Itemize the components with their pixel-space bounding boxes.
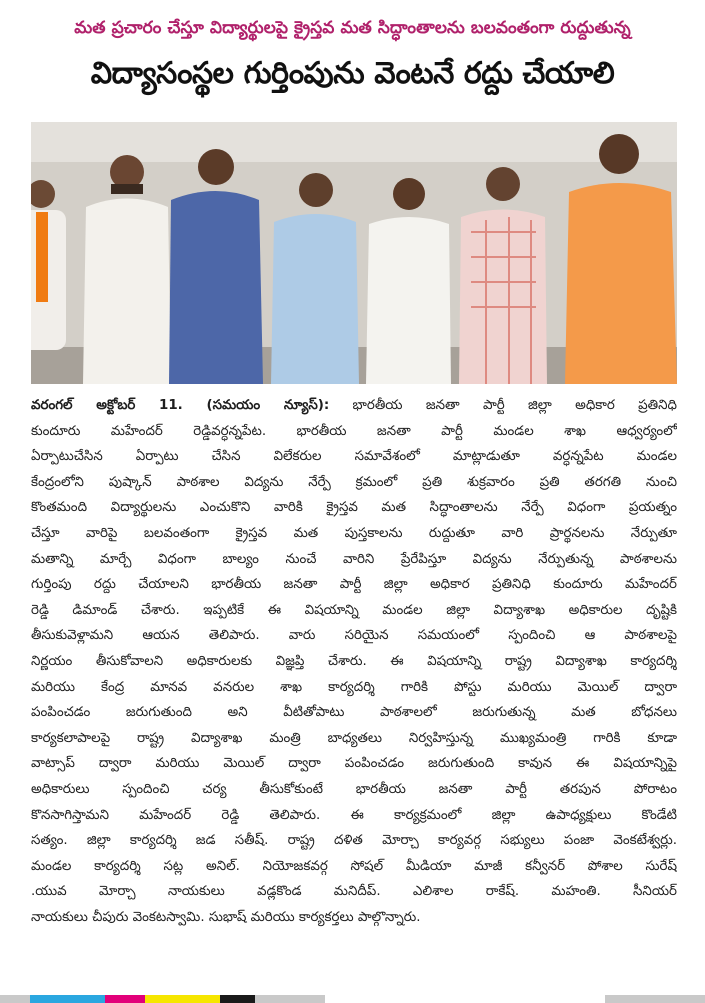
article-line: పంపించడం జరుగుతుంది అని వీటితోపాటు పాఠశాలలో జరుగుతున్న మత బోధనలు: [31, 705, 677, 721]
article-body: [31, 393, 677, 930]
color-swatch: [325, 995, 605, 1003]
color-swatch: [220, 995, 255, 1003]
print-color-bar: [0, 995, 705, 1003]
color-swatch: [605, 995, 705, 1003]
dateline: వరంగల్ అక్టోబర్ 11. (సమయం న్యూస్):: [31, 398, 330, 413]
color-swatch: [0, 995, 30, 1003]
article-line: రెడ్డి డిమాండ్ చేశారు. ఇప్పటికే ఈ విషయాన్ని మండల జిల్లా విద్యాశాఖ అధికారుల దృష్టికి: [31, 602, 677, 618]
headline: విద్యాసంస్థల గుర్తింపును వెంటనే రద్దు చేయాలి: [90, 56, 615, 91]
kicker-subheadline: మత ప్రచారం చేస్తూ విద్యార్థులపై క్రైస్తవ మత సిద్ధాంతాలను బలవంతంగా రుద్దుతున్న: [74, 18, 631, 38]
article-line: [31, 393, 677, 419]
color-swatch: [105, 995, 145, 1003]
article-line: కుందూరు మహేందర్ రెడ్డివర్ధన్నపేట. భారతీయ జనతా పార్టీ మండల శాఖ ఆధ్వర్యంలో: [31, 423, 677, 439]
article-line: కొంతమంది విద్యార్థులను ఎంచుకొని వారికి క్రైస్తవ మత సిద్ధాంతాలను నేర్పే విధంగా ప్రయత్నం: [31, 500, 677, 516]
article-line: నాయకులు చీపురు వెంకటస్వామి. సుభాష్ మరియు కార్యకర్తలు పాల్గొన్నారు.: [31, 909, 421, 925]
article-line: మతాన్ని మార్చే విధంగా బాల్యం నుంచే వారిని ప్రేరేపిస్తూ విద్యను నేర్పుతున్న పాఠశాలను: [31, 551, 677, 567]
article-line: ఏర్పాటుచేసిన ఏర్పాటు చేసిన విలేకరుల సమావేశంలో మాట్లాడుతూ వర్ధన్నపేట మండల: [31, 449, 677, 465]
first-line-text: భారతీయ జనతా పార్టీ జిల్లా అధికార ప్రతినిధి: [329, 398, 677, 413]
article-line: నిర్ణయం తీసుకోవాలని అధికారులకు విజ్ఞప్తి చేశారు. ఈ విషయాన్ని రాష్ట్ర విద్యాశాఖ కార్యదర్శి: [31, 653, 677, 669]
article-line: కేంద్రంలోని పుష్కాన్ పాఠశాల విద్యను నేర్పే క్రమంలో ప్రతి శుక్రవారం ప్రతి తరగతి నుంచి: [31, 474, 677, 490]
article-line: కార్యకలాపాలపై రాష్ట్ర విద్యాశాఖ మంత్రి బాధ్యతలు నిర్వహిస్తున్న ముఖ్యమంత్రి గారికి కూడా: [31, 730, 677, 746]
color-swatch: [255, 995, 325, 1003]
color-swatch: [30, 995, 105, 1003]
article-line: గుర్తింపు రద్దు చేయాలని భారతీయ జనతా పార్టీ జిల్లా అధికార ప్రతినిధి కుందూరు మహేందర్: [31, 577, 677, 593]
article-line: చేస్తూ వారిపై బలవంతంగా క్రైస్తవ మత పుస్తకాలను రుద్దుతూ వారి ప్రార్థనలను నేర్పుతూ: [31, 525, 677, 541]
article-line: వాట్సాప్ ద్వారా మరియు మెయిల్ ద్వారా పంపించడం జరుగుతుంది కావున ఈ విషయాన్నిపై: [31, 756, 677, 772]
article-line: అధికారులు స్పందించి చర్య తీసుకోకుంటే భారతీయ జనతా పార్టీ తరపున పోరాటం: [31, 781, 677, 797]
article-line: సత్యం. జిల్లా కార్యదర్శి జడ సతీష్. రాష్ట్ర దళిత మోర్చా కార్యవర్గ సభ్యులు పంజా వెంకటేశ్వర్లు.: [31, 833, 677, 849]
color-swatch: [145, 995, 220, 1003]
group-photo-icon: [31, 122, 677, 384]
article-line: మండల కార్యదర్శి సట్ల అనిల్. నియోజకవర్గ సోషల్ మీడియా మాజీ కన్వీనర్ పోశాల సురేష్: [31, 858, 677, 874]
article-line: తీసుకువెళ్లామని ఆయన తెలిపారు. వారు సరియైన సమయంలో స్పందించి ఆ పాఠశాలపై: [31, 628, 677, 644]
article-line: .యువ మోర్చా నాయకులు వడ్లకొండ మనిదీప్. ఎలిశాల రాకేష్. మహంతి. సీనియర్: [31, 884, 677, 900]
article-line: మరియు కేంద్ర మానవ వనరుల శాఖ కార్యదర్శి గారికి పోస్టు మరియు మెయిల్ ద్వారా: [31, 679, 677, 695]
news-photo: [31, 122, 677, 384]
article-line: కొనసాగిస్తామని మహేందర్ రెడ్డి తెలిపారు. ఈ కార్యక్రమంలో జిల్లా ఉపాధ్యక్షులు కొండేటి: [31, 807, 677, 823]
